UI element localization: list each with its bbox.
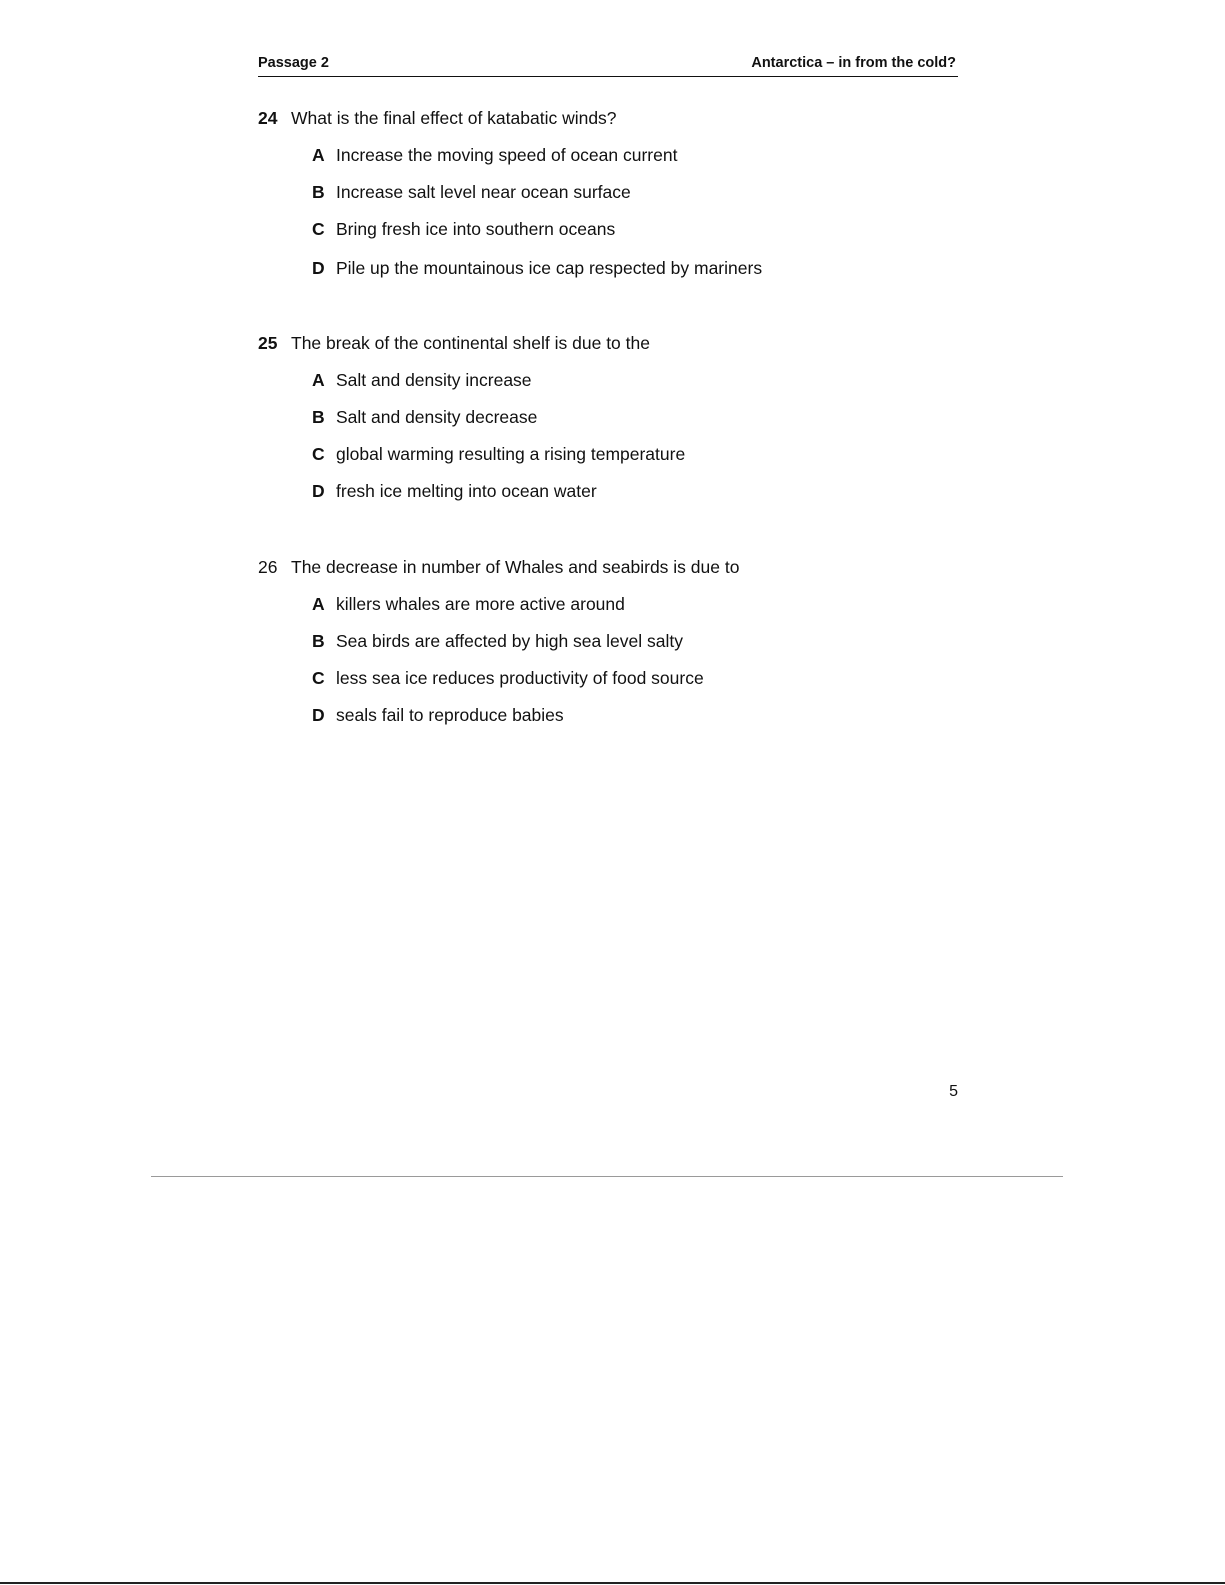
question-text: The break of the continental shelf is due to the — [291, 333, 650, 353]
option-text: Salt and density increase — [336, 370, 532, 390]
option-text: fresh ice melting into ocean water — [336, 481, 597, 501]
page-number: 5 — [949, 1083, 958, 1100]
option-text: Pile up the mountainous ice cap respected by mariners — [336, 258, 763, 278]
option-letter: D — [312, 258, 325, 278]
question-number: 25 — [258, 333, 278, 353]
option-letter: C — [312, 444, 325, 464]
option-text: less sea ice reduces productivity of food source — [336, 668, 704, 688]
passage-label: Passage 2 — [258, 55, 329, 71]
option-text: global warming resulting a rising temperature — [336, 444, 686, 464]
option-letter: A — [312, 145, 325, 165]
question-text: What is the final effect of katabatic winds? — [291, 108, 617, 128]
option-text: killers whales are more active around — [336, 594, 625, 614]
option-letter: B — [312, 407, 325, 427]
option-letter: A — [312, 370, 325, 390]
question-stem — [258, 555, 958, 579]
option-text: Sea birds are affected by high sea level salty — [336, 631, 683, 651]
option-letter: C — [312, 219, 325, 239]
question-26 — [258, 555, 958, 725]
passage-title: Antarctica – in from the cold? — [751, 55, 956, 71]
option-text: Salt and density decrease — [336, 407, 538, 427]
option-letter: D — [312, 481, 325, 501]
question-number: 26 — [258, 557, 278, 577]
question-stem — [258, 331, 958, 355]
page-divider — [151, 1176, 1063, 1177]
question-25 — [258, 331, 958, 501]
option-letter: A — [312, 594, 325, 614]
option-text: Increase the moving speed of ocean current — [336, 145, 678, 165]
option-letter: B — [312, 182, 325, 202]
question-24 — [258, 106, 958, 278]
option-letter: D — [312, 705, 325, 725]
question-number: 24 — [258, 108, 278, 128]
option-letter: B — [312, 631, 325, 651]
option-text: Increase salt level near ocean surface — [336, 182, 631, 202]
page-header — [258, 52, 958, 77]
option-text: Bring fresh ice into southern oceans — [336, 219, 616, 239]
question-text: The decrease in number of Whales and seabirds is due to — [291, 557, 740, 577]
option-text: seals fail to reproduce babies — [336, 705, 564, 725]
option-letter: C — [312, 668, 325, 688]
bottom-border — [0, 1582, 1225, 1584]
question-stem — [258, 106, 958, 130]
